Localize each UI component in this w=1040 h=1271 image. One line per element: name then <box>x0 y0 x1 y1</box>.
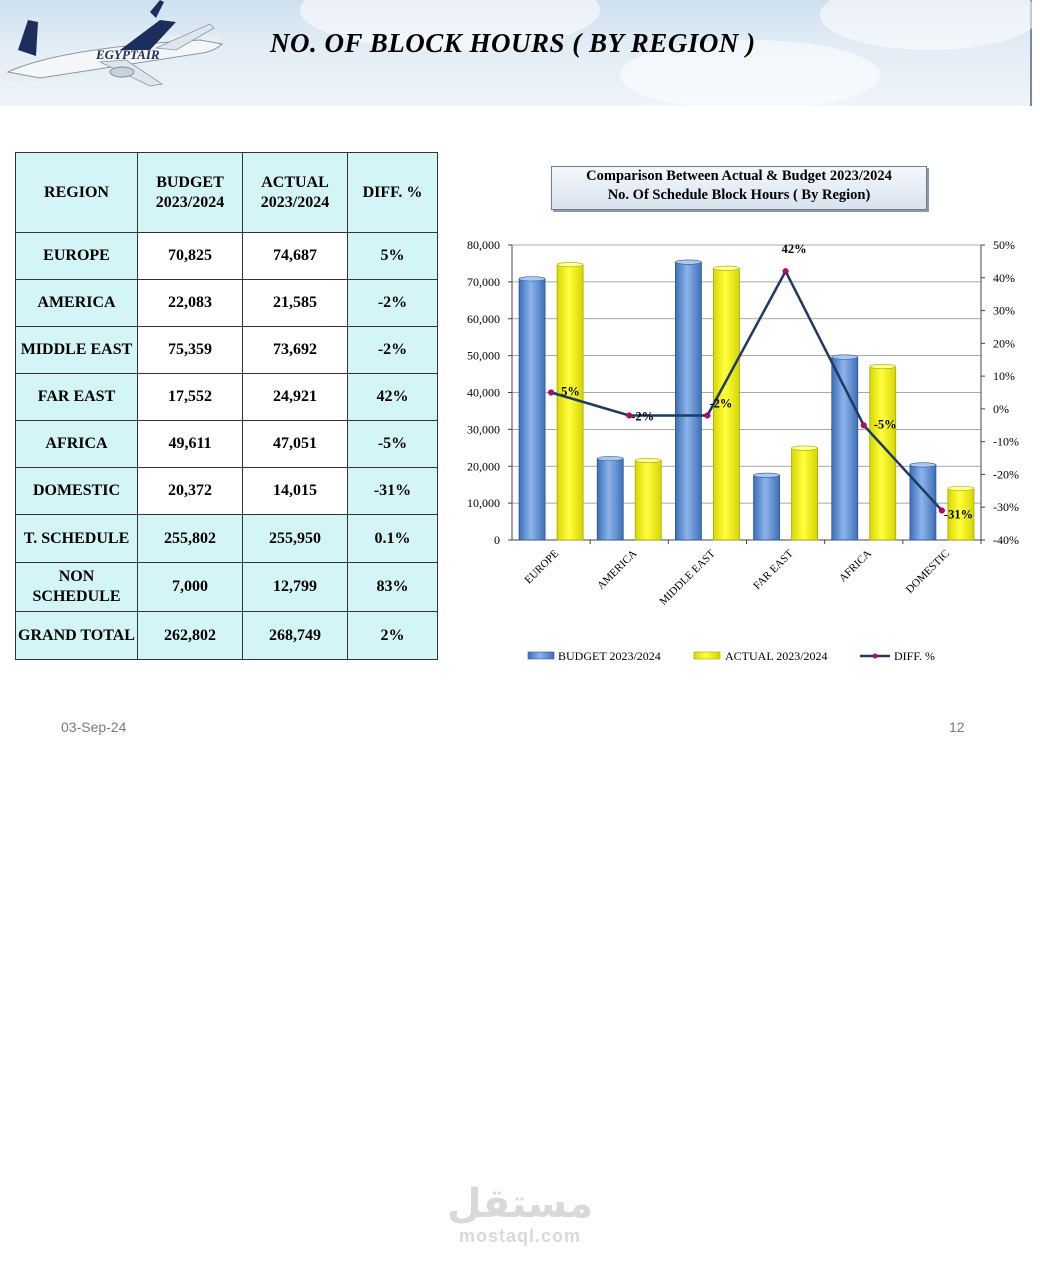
footer-date: 03-Sep-24 <box>61 719 127 735</box>
budget-cell: 255,802 <box>138 515 243 563</box>
x-tick-label: DOMESTIC <box>903 547 953 596</box>
table-row <box>16 280 438 327</box>
y-tick-label: 20,000 <box>467 459 500 474</box>
region-cell: DOMESTIC <box>16 468 138 515</box>
table-row <box>16 233 438 280</box>
y-tick-label: 10,000 <box>467 496 500 511</box>
y-tick-label: 0 <box>494 533 500 547</box>
bar-budget <box>832 357 858 540</box>
chart-subtitle: No. Of Schedule Block Hours ( By Region) <box>607 187 871 203</box>
actual-cell: 24,921 <box>243 374 348 421</box>
diff-cell: -2% <box>348 280 438 327</box>
bar-actual <box>870 366 896 540</box>
diff-data-label: -2% <box>631 409 655 424</box>
table-header-row <box>16 153 438 233</box>
diff-marker <box>861 422 867 428</box>
diff-data-label: 42% <box>781 242 807 257</box>
legend-swatch-actual <box>694 652 720 659</box>
bar-top <box>870 364 896 368</box>
y-tick-label: 50,000 <box>467 348 500 363</box>
table-row <box>16 421 438 468</box>
watermark-arabic: مستقل <box>446 1181 594 1227</box>
diff-cell: 5% <box>348 233 438 280</box>
y2-tick-label: 10% <box>993 369 1015 384</box>
page-number: 12 <box>949 719 965 735</box>
legend-label-actual: ACTUAL 2023/2024 <box>725 649 828 663</box>
diff-data-label: -2% <box>709 396 733 411</box>
bar-actual <box>557 265 583 540</box>
bar-top <box>910 463 936 467</box>
bar-top <box>792 446 818 450</box>
actual-cell: 47,051 <box>243 421 348 468</box>
y2-tick-label: 50% <box>993 238 1015 252</box>
x-tick-label: MIDDLE EAST <box>657 547 718 608</box>
egyptair-plane-logo <box>0 0 240 106</box>
bar-budget <box>754 475 780 540</box>
table-row <box>16 612 438 660</box>
y-tick-label: 40,000 <box>467 385 500 400</box>
budget-cell: 17,552 <box>138 374 243 421</box>
diff-data-label: 5% <box>561 384 580 399</box>
legend-label-budget: BUDGET 2023/2024 <box>558 649 661 663</box>
budget-cell: 7,000 <box>138 563 243 612</box>
y-tick-label: 70,000 <box>467 274 500 289</box>
bar-budget <box>519 279 545 540</box>
y-tick-label: 60,000 <box>467 311 500 326</box>
bar-top <box>635 458 661 462</box>
y-tick-label: 30,000 <box>467 422 500 437</box>
table-row <box>16 515 438 563</box>
diff-cell: -2% <box>348 327 438 374</box>
actual-cell: 255,950 <box>243 515 348 563</box>
table-row <box>16 374 438 421</box>
y-tick-label: 80,000 <box>467 238 500 252</box>
y2-tick-label: 0% <box>993 401 1009 416</box>
region-cell: NON SCHEDULE <box>16 563 138 612</box>
y2-tick-label: 20% <box>993 336 1015 351</box>
block-hours-table <box>15 152 438 660</box>
bar-top <box>832 355 858 359</box>
bar-budget <box>910 465 936 540</box>
bar-top <box>597 456 623 460</box>
col-header-budget: BUDGET 2023/2024 <box>138 153 243 233</box>
actual-cell: 14,015 <box>243 468 348 515</box>
diff-cell: -5% <box>348 421 438 468</box>
table-row <box>16 468 438 515</box>
x-tick-label: FAR EAST <box>751 547 796 593</box>
region-cell: T. SCHEDULE <box>16 515 138 563</box>
diff-cell: 83% <box>348 563 438 612</box>
budget-cell: 262,802 <box>138 612 243 660</box>
diff-marker <box>783 268 789 274</box>
budget-cell: 20,372 <box>138 468 243 515</box>
bar-top <box>675 260 701 264</box>
bar-top <box>754 473 780 477</box>
actual-cell: 268,749 <box>243 612 348 660</box>
diff-data-label: -31% <box>943 507 974 522</box>
actual-cell: 12,799 <box>243 563 348 612</box>
diff-cell: -31% <box>348 468 438 515</box>
bar-budget <box>597 459 623 540</box>
bar-actual <box>792 448 818 540</box>
plot-area <box>467 238 1019 663</box>
table-row <box>16 563 438 612</box>
bar-actual <box>635 460 661 540</box>
y2-tick-label: -10% <box>993 434 1019 449</box>
budget-cell: 49,611 <box>138 421 243 468</box>
budget-cell: 22,083 <box>138 280 243 327</box>
budget-cell: 70,825 <box>138 233 243 280</box>
diff-cell: 0.1% <box>348 515 438 563</box>
legend-marker-diff <box>873 654 878 659</box>
page-title: NO. OF BLOCK HOURS ( BY REGION ) <box>270 28 756 58</box>
region-cell: EUROPE <box>16 233 138 280</box>
bar-top <box>557 262 583 266</box>
y2-tick-label: -20% <box>993 467 1019 482</box>
bar-top <box>948 486 974 490</box>
block-hours-chart <box>440 225 1019 675</box>
bar-budget <box>675 262 701 540</box>
budget-cell: 75,359 <box>138 327 243 374</box>
region-cell: GRAND TOTAL <box>16 612 138 660</box>
chart-title-box <box>551 166 927 210</box>
bar-top <box>519 277 545 281</box>
x-tick-label: AMERICA <box>595 547 640 592</box>
diff-marker <box>548 390 554 396</box>
x-tick-label: AFRICA <box>836 547 874 585</box>
bar-top <box>713 266 739 270</box>
actual-cell: 73,692 <box>243 327 348 374</box>
y2-tick-label: -40% <box>993 533 1019 547</box>
watermark-latin: mostaql.com <box>458 1226 582 1246</box>
col-header-region: REGION <box>16 153 138 233</box>
table-row <box>16 327 438 374</box>
region-cell: AMERICA <box>16 280 138 327</box>
header-banner <box>0 0 1032 106</box>
col-header-actual: ACTUAL 2023/2024 <box>243 153 348 233</box>
actual-cell: 74,687 <box>243 233 348 280</box>
diff-cell: 2% <box>348 612 438 660</box>
diff-data-label: -5% <box>873 417 897 432</box>
logo-text: EGYPTAIR <box>96 47 160 62</box>
region-cell: FAR EAST <box>16 374 138 421</box>
y2-tick-label: 30% <box>993 303 1015 318</box>
diff-marker <box>705 413 711 419</box>
actual-cell: 21,585 <box>243 280 348 327</box>
y2-tick-label: -30% <box>993 500 1019 515</box>
watermark <box>440 1182 600 1247</box>
region-cell: AFRICA <box>16 421 138 468</box>
chart-title: Comparison Between Actual & Budget 2023/2024 <box>586 168 892 184</box>
region-cell: MIDDLE EAST <box>16 327 138 374</box>
legend-label-diff: DIFF. % <box>894 649 936 663</box>
legend-swatch-budget <box>528 652 554 659</box>
diff-cell: 42% <box>348 374 438 421</box>
col-header-diff: DIFF. % <box>348 153 438 233</box>
y2-tick-label: 40% <box>993 270 1015 285</box>
x-tick-label: EUROPE <box>522 547 562 587</box>
